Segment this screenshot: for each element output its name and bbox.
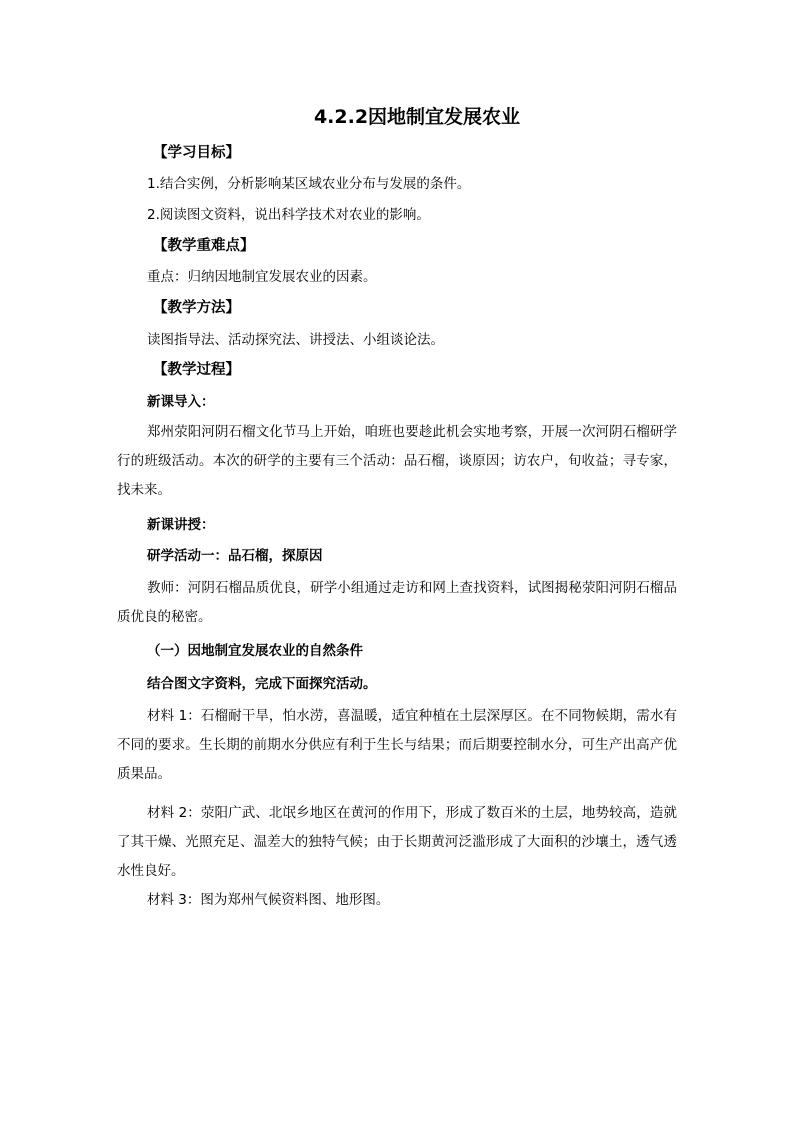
teacher-paragraph: 教师：河阴石榴品质优良，研学小组通过走访和网上查找资料，试图揭秘荥阳河阴石榴品质优良的秘密。 bbox=[117, 580, 677, 625]
keypoints-heading: 【教学重难点】 bbox=[153, 238, 255, 254]
instruction-text: 结合图文字资料，完成下面探究活动。 bbox=[147, 676, 377, 692]
material-2-paragraph: 材料 2：荥阳广武、北氓乡地区在黄河的作用下，形成了数百米的土层，地势较高，造就了其干燥、光照充足、温差大的独特气候；由于长期黄河泛滥形成了大面积的沙壤土，透气透水性良好。 bbox=[117, 805, 677, 879]
subsection-heading: （一）因地制宜发展农业的自然条件 bbox=[147, 643, 363, 659]
activity-1-label: 研学活动一：品石榴，探原因 bbox=[147, 548, 323, 564]
intro-label: 新课导入： bbox=[147, 394, 215, 410]
material-1-paragraph: 材料 1：石榴耐干旱，怕水涝，喜温暖，适宜种植在土层深厚区。在不同物候期，需水有不同的要求。生长期的前期水分供应有利于生长与结果；而后期要控制水分，可生产出高产优质果品。 bbox=[117, 708, 677, 782]
process-heading: 【教学过程】 bbox=[153, 362, 240, 378]
objective-2: 2.阅读图文资料，说出科学技术对农业的影响。 bbox=[147, 207, 430, 223]
objective-1: 1.结合实例，分析影响某区域农业分布与发展的条件。 bbox=[147, 176, 471, 192]
material-3-paragraph: 材料 3：图为郑州气候资料图、地形图。 bbox=[147, 892, 390, 908]
lecture-label: 新课讲授： bbox=[147, 517, 215, 533]
intro-paragraph: 郑州荥阳河阴石榴文化节马上开始，咱班也要趁此机会实地考察，开展一次河阴石榴研学行的班级活动。本次的研学的主要有三个活动：品石榴，谈原因；访农户，旬收益；寻专家，找未来。 bbox=[117, 424, 677, 498]
objectives-heading: 【学习目标】 bbox=[153, 145, 240, 161]
keypoint-text: 重点：归纳因地制宜发展农业的因素。 bbox=[147, 269, 377, 285]
methods-text: 读图指导法、活动探究法、讲授法、小组谈论法。 bbox=[147, 332, 444, 348]
methods-heading: 【教学方法】 bbox=[153, 300, 240, 316]
page-title: 4.2.2因地制宜发展农业 bbox=[313, 106, 521, 128]
